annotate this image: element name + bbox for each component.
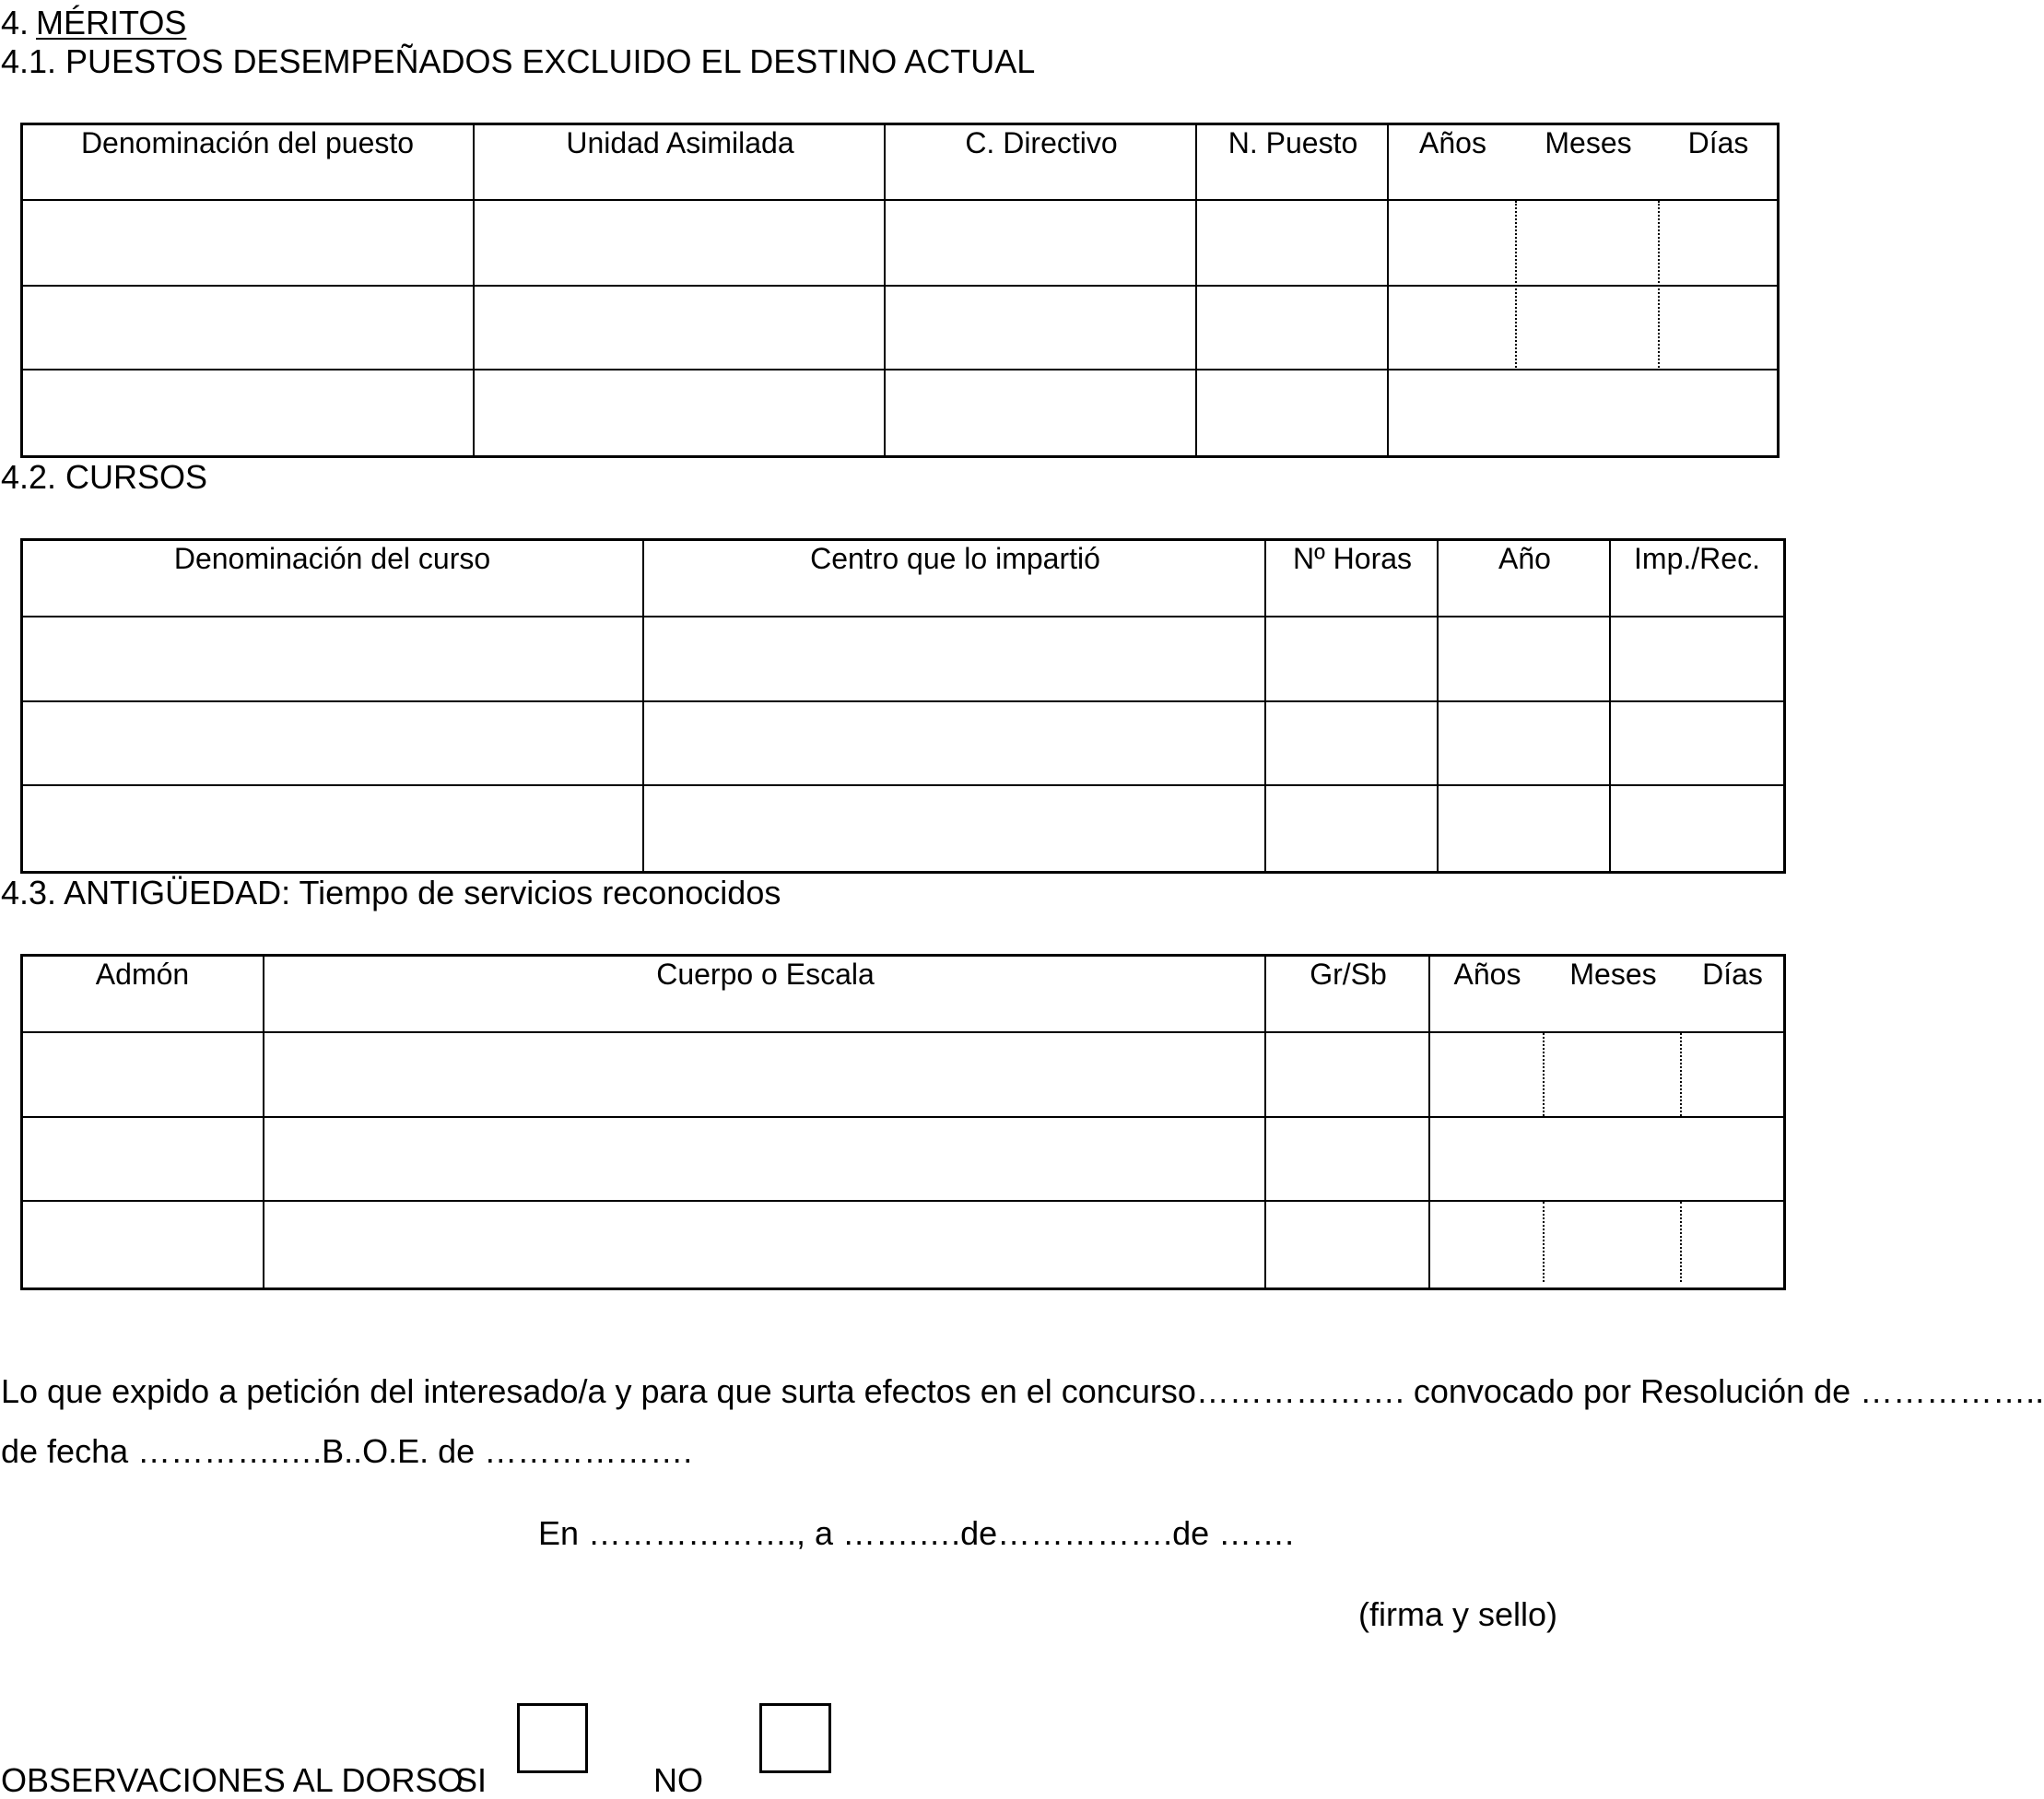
col-header: Denominación del curso: [173, 542, 491, 575]
sec42-title: 4.2. CURSOS: [1, 458, 208, 496]
col-header: Años: [1453, 958, 1521, 991]
col-header: C. Directivo: [965, 126, 1118, 159]
table-row[interactable]: [22, 287, 1774, 368]
col-header: Días: [1687, 126, 1749, 159]
no-label: NO: [653, 1761, 703, 1799]
section-number: 4.: [1, 4, 29, 41]
col-header: N. Puesto: [1228, 126, 1358, 159]
observations-label: OBSERVACIONES AL DORSO: [1, 1761, 464, 1799]
col-header: Centro que lo impartió: [810, 542, 1100, 575]
no-checkbox[interactable]: [759, 1703, 831, 1773]
sec41-title: 4.1. PUESTOS DESEMPEÑADOS EXCLUIDO EL DESTINO ACTUAL: [1, 42, 1036, 80]
col-header: Nº Horas: [1292, 542, 1413, 575]
place-date-line: En ………………., a …….….de…………….de …….: [538, 1514, 1295, 1552]
col-header: Admón: [95, 958, 190, 991]
table-row[interactable]: [22, 1033, 1780, 1115]
col-header: Unidad Asimilada: [566, 126, 794, 159]
sec43-title: 4.3. ANTIGÜEDAD: Tiempo de servicios reconocidos: [1, 874, 781, 911]
col-header: Días: [1702, 958, 1763, 991]
statement-line-2: de fecha ………….….B..O.E. de ……………….: [1, 1432, 693, 1470]
col-header: Años: [1419, 126, 1486, 159]
col-header: Gr/Sb: [1310, 958, 1387, 991]
table-row[interactable]: [22, 1118, 1780, 1199]
col-header: Imp./Rec.: [1634, 542, 1760, 575]
table-row[interactable]: [22, 617, 1780, 700]
col-header: Cuerpo o Escala: [656, 958, 875, 991]
table-row[interactable]: [22, 370, 1774, 453]
col-header: Meses: [1569, 958, 1657, 991]
signature-label: (firma y sello): [1358, 1595, 1558, 1633]
table-row[interactable]: [22, 201, 1774, 284]
table-row[interactable]: [22, 1202, 1780, 1285]
col-header: Meses: [1545, 126, 1632, 159]
statement-line-1: Lo que expido a petición del interesado/a y para que surta efectos en el concurso………………. convocado por Resolución de ……………..: [1, 1372, 2044, 1410]
section-title: MÉRITOS: [36, 4, 187, 41]
col-header: Año: [1498, 542, 1551, 575]
col-header: Denominación del puesto: [80, 126, 415, 159]
yes-label: SI: [455, 1761, 488, 1799]
table-row[interactable]: [22, 702, 1780, 783]
yes-checkbox[interactable]: [517, 1703, 588, 1773]
table-row[interactable]: [22, 786, 1780, 868]
